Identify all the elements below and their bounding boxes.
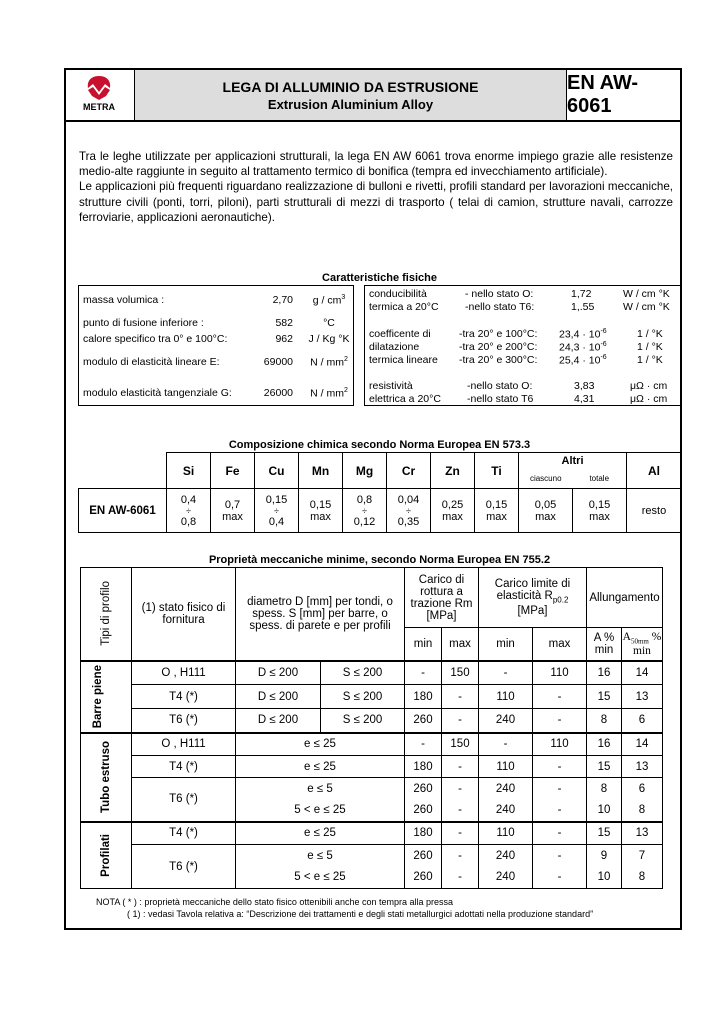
chem-totale: totale (573, 469, 627, 489)
cell-a: 16 (587, 733, 622, 756)
chem-top: 0,4 (180, 493, 197, 506)
cell-s: S ≤ 200 (321, 661, 405, 685)
table-row (81, 778, 663, 800)
chem-bot: max (222, 510, 243, 523)
unit-sup: 2 (343, 387, 348, 394)
cell-s: S ≤ 200 (321, 685, 405, 709)
cell-a: 10 (587, 800, 622, 822)
coef-num: 23,4 · 10 (559, 328, 601, 341)
cell-a50: 8 (622, 800, 663, 822)
cell-a50: 14 (622, 733, 663, 756)
chem-cell (255, 489, 299, 533)
cell-rm-min: 260 (405, 778, 442, 800)
chem-el-header: Si (167, 453, 211, 489)
phys-value: 962 (275, 333, 293, 345)
table-row (81, 661, 663, 685)
cell-rp-max: - (533, 709, 587, 733)
group-tubo (81, 733, 132, 822)
res-state: -nello stato T6 (467, 393, 534, 405)
unit-text: N / mm (310, 387, 344, 400)
rp-unit: [MPa] (517, 604, 548, 617)
rp-sub: p0.2 (552, 595, 569, 605)
cell-e: 5 < e ≤ 25 (236, 867, 405, 889)
coef-value (559, 341, 607, 354)
coef-unit: 1 / °K (637, 354, 663, 366)
rm-header: Carico di rottura a trazione Rm [MPa] (405, 568, 479, 628)
coef-label: termica lineare (369, 354, 438, 366)
cell-rm-max: 150 (442, 733, 479, 756)
table-row (81, 756, 663, 778)
phys-label: punto di fusione inferiore : (83, 317, 204, 329)
chem-bot: 0,12 (353, 515, 376, 528)
chem-cell (387, 489, 431, 533)
cond-unit: W / cm °K (623, 301, 670, 313)
cell-rp-min: 110 (479, 685, 533, 709)
cell-rm-min: 260 (405, 709, 442, 733)
alloy-code: EN AW- 6061 (567, 72, 639, 117)
doc-title: LEGA DI ALLUMINIO DA ESTRUSIONE (222, 78, 479, 95)
cond-label: termica a 20°C (369, 301, 439, 313)
chem-bot: max (589, 510, 610, 523)
cell-rm-min: 260 (405, 800, 442, 822)
cell-s: S ≤ 200 (321, 709, 405, 733)
cell-rp-max: - (533, 778, 587, 800)
cell-rp-min: 110 (479, 822, 533, 845)
chem-cell (167, 489, 211, 533)
group-label: Profilati (100, 833, 112, 877)
res-value: 3,83 (574, 380, 595, 392)
coef-label: coefficente di (369, 328, 431, 340)
physical-right-box (364, 285, 681, 406)
coef-exp: -6 (600, 354, 607, 361)
chem-el-header: Ti (475, 453, 519, 489)
chem-alloy-label: EN AW-6061 (79, 489, 167, 533)
cond-label: conducibilità (369, 288, 427, 300)
cell-rp-min: 110 (479, 756, 533, 778)
unit-sup: 3 (341, 294, 346, 301)
a-pct: A % (593, 631, 615, 644)
chem-el-header: Cu (255, 453, 299, 489)
cell-rp-max: 110 (533, 661, 587, 685)
mechanical-title: Proprietà meccaniche minime, secondo Norma Europea EN 755.2 (208, 554, 551, 566)
coef-value (559, 354, 607, 367)
res-state: -nello stato O: (467, 380, 533, 392)
cell-e: e ≤ 25 (236, 756, 405, 778)
chem-mid: ÷ (186, 505, 191, 516)
cond-state: -nello stato T6: (465, 301, 535, 313)
cell-a: 15 (587, 685, 622, 709)
a-min: min (594, 643, 614, 656)
diam-header: diametro D [mm] per tondi, o spess. S [mm] per barre, o spess. di parete e per profili (236, 568, 405, 661)
group-label: Tubo estruso (100, 741, 112, 813)
res-unit: μΩ · cm (630, 393, 668, 405)
coef-exp: -6 (600, 341, 607, 348)
cell-rm-min: 260 (405, 867, 442, 889)
cell-rp-max: - (533, 756, 587, 778)
coef-range: -tra 20° e 100°C: (459, 328, 538, 340)
cell-rm-min: - (405, 733, 442, 756)
cell-e: e ≤ 25 (236, 733, 405, 756)
physical-left-box (78, 285, 354, 406)
unit-text: N / mm (310, 356, 344, 369)
cell-stato: T4 (*) (132, 685, 236, 709)
phys-value: 69000 (263, 356, 293, 368)
cell-a: 8 (587, 778, 622, 800)
tipi-header-text: Tipi di profilo (100, 581, 112, 647)
cell-rp-max: - (533, 867, 587, 889)
cell-d: D ≤ 200 (236, 709, 321, 733)
cell-a: 15 (587, 756, 622, 778)
res-label: resistività (369, 380, 413, 392)
chem-bot: max (310, 510, 331, 523)
rp-min-header: min (479, 628, 533, 661)
cell-stato: O , H111 (132, 733, 236, 756)
cell-rp-min: 240 (479, 867, 533, 889)
cell-rp-min: 240 (479, 778, 533, 800)
mechanical-table (80, 567, 663, 889)
stato-header: (1) stato fisico di fornitura (132, 568, 236, 661)
cell-e: e ≤ 5 (236, 845, 405, 867)
chem-cell (299, 489, 343, 533)
chem-cell (573, 489, 627, 533)
cell-a50: 13 (622, 822, 663, 845)
phys-label: modulo elasticità tangenziale G: (83, 387, 232, 399)
chem-al-header: Al (627, 453, 682, 489)
cell-rp-min: 240 (479, 845, 533, 867)
cell-rm-max: - (442, 867, 479, 889)
metra-logo (66, 70, 135, 120)
chem-cell (343, 489, 387, 533)
coef-num: 25,4 · 10 (559, 354, 601, 367)
phys-unit (299, 356, 359, 369)
coef-num: 24,3 · 10 (559, 341, 601, 354)
rp-header (479, 568, 587, 628)
cell-rp-max: - (533, 822, 587, 845)
phys-unit (299, 387, 359, 400)
chem-ciascuno: ciascuno (519, 469, 573, 489)
cell-rp-min: - (479, 733, 533, 756)
table-row (81, 685, 663, 709)
chem-mid: ÷ (274, 505, 279, 516)
chem-bot: 0,4 (268, 515, 285, 528)
cell-rp-max: 110 (533, 733, 587, 756)
cell-stato: T4 (*) (132, 822, 236, 845)
cell-e: 5 < e ≤ 25 (236, 800, 405, 822)
a-header (587, 628, 622, 661)
cond-value: 1,.55 (571, 301, 595, 313)
table-row (81, 822, 663, 845)
chem-mid: ÷ (406, 505, 411, 516)
chem-corner (79, 453, 167, 489)
cell-e: e ≤ 5 (236, 778, 405, 800)
cell-a50: 14 (622, 661, 663, 685)
cell-rp-min: 240 (479, 709, 533, 733)
rm-min-header: min (405, 628, 442, 661)
cell-rm-max: 150 (442, 661, 479, 685)
intro-paragraph-2: Le applicazioni più frequenti riguardano realizzazione di bulloni e rivetti, profili standard per lavorazioni meccaniche, strutture civili (ponti, torri, piloni), parti strutturali di mezzi di trasporto ( telai di camion, strutture navali, carrozze ferroviarie, applicazioni aeronautiche). (79, 180, 673, 224)
chem-bot: 0,35 (397, 515, 420, 528)
phys-unit: J / Kg °K (308, 333, 350, 345)
cell-rm-max: - (442, 709, 479, 733)
cell-a50: 8 (622, 867, 663, 889)
phys-unit (299, 294, 359, 307)
phys-value: 582 (275, 317, 293, 329)
coef-unit: 1 / °K (637, 328, 663, 340)
intro-text (79, 149, 673, 225)
cell-stato: T6 (*) (132, 845, 236, 889)
chem-bot: 0,8 (180, 515, 197, 528)
res-unit: μΩ · cm (630, 380, 668, 392)
chem-cell (431, 489, 475, 533)
chem-cell: resto (627, 489, 682, 533)
coef-unit: 1 / °K (637, 341, 663, 353)
table-row (81, 845, 663, 867)
phys-label: massa volumica : (83, 294, 165, 306)
group-profilati (81, 822, 132, 889)
chemical-table (78, 452, 682, 533)
a50-header (622, 628, 663, 661)
cell-rp-min: 240 (479, 800, 533, 822)
cell-rm-min: 180 (405, 685, 442, 709)
chem-mid: 0,05 (534, 498, 557, 511)
cell-a50: 6 (622, 709, 663, 733)
tipi-header (81, 568, 132, 661)
chem-mid: 0,15 (485, 498, 508, 511)
cell-a: 15 (587, 822, 622, 845)
intro-paragraph-1: Tra le leghe utilizzate per applicazioni strutturali, la lega EN AW 6061 trova enorme impiego grazie alle resistenze medio-alte raggiunte in seguito al trattamento termico di bonifica (tempra ed invecchiamento artificiale). (79, 150, 673, 179)
chem-el-header: Zn (431, 453, 475, 489)
cell-rm-min: 180 (405, 756, 442, 778)
chem-mid: 0,15 (588, 498, 611, 511)
cell-stato: O , H111 (132, 661, 236, 685)
cell-rm-max: - (442, 778, 479, 800)
chem-bot: max (442, 510, 463, 523)
cell-a50: 7 (622, 845, 663, 867)
phys-unit: °C (323, 317, 335, 329)
phys-value: 26000 (263, 387, 293, 399)
chem-cell (211, 489, 255, 533)
cond-state: - nello stato O: (465, 288, 534, 300)
cell-rm-max: - (442, 685, 479, 709)
unit-text: g / cm (312, 294, 342, 307)
cell-e: e ≤ 25 (236, 822, 405, 845)
table-row (81, 709, 663, 733)
document-header (64, 68, 682, 122)
cell-rp-max: - (533, 800, 587, 822)
phys-value: 2,70 (272, 294, 293, 306)
cell-rm-max: - (442, 845, 479, 867)
cell-a: 16 (587, 661, 622, 685)
rm-max-header: max (442, 628, 479, 661)
a50-text: A (622, 630, 631, 643)
a50-sub: 50mm (630, 636, 649, 645)
title-box (135, 70, 567, 120)
chem-el-header: Mn (299, 453, 343, 489)
res-label: elettrica a 20°C (369, 393, 441, 405)
chem-mid: 0,25 (441, 498, 464, 511)
cell-a50: 13 (622, 756, 663, 778)
cell-rm-max: - (442, 822, 479, 845)
chem-cell (519, 489, 573, 533)
cell-d: D ≤ 200 (236, 661, 321, 685)
cond-value: 1,72 (571, 288, 592, 300)
cell-rp-min: - (479, 661, 533, 685)
note-1: NOTA ( * ) : proprietà meccaniche dello stato fisico ottenibili anche con tempra alla pressa (96, 897, 454, 907)
cell-a50: 13 (622, 685, 663, 709)
cell-rp-max: - (533, 685, 587, 709)
rp-max-header: max (533, 628, 587, 661)
chem-top: 0,8 (356, 493, 373, 506)
cond-unit: W / cm °K (623, 288, 670, 300)
cell-stato: T6 (*) (132, 778, 236, 822)
cell-rm-min: 180 (405, 822, 442, 845)
chem-el-header: Mg (343, 453, 387, 489)
cell-rm-min: - (405, 661, 442, 685)
chem-bot: max (486, 510, 507, 523)
chem-top: 0,04 (397, 493, 420, 506)
rp-text: Carico limite di elasticità R (494, 578, 571, 603)
chem-altri-header: Altri (519, 453, 627, 469)
phys-label: modulo di elasticità lineare E: (83, 356, 220, 368)
coef-exp: -6 (600, 328, 607, 335)
table-row (81, 733, 663, 756)
cell-d: D ≤ 200 (236, 685, 321, 709)
physical-title: Caratteristiche fisiche (322, 272, 437, 284)
chem-row (79, 489, 682, 533)
metra-logo-icon (66, 70, 132, 120)
cell-a50: 6 (622, 778, 663, 800)
cell-a: 10 (587, 867, 622, 889)
coef-label: dilatazione (369, 341, 420, 353)
coef-value (559, 328, 607, 341)
cell-rp-max: - (533, 845, 587, 867)
chem-el-header: Cr (387, 453, 431, 489)
chem-mid: ÷ (362, 505, 367, 516)
note-2: ( 1) : vedasi Tavola relativa a: “Descrizione dei trattamenti e degli stati metallurgici adottati nella produzione standard” (127, 909, 594, 919)
coef-range: -tra 20° e 300°C: (459, 354, 538, 366)
chemical-title: Composizione chimica secondo Norma Europea EN 573.3 (228, 439, 531, 451)
cell-stato: T4 (*) (132, 756, 236, 778)
chem-top: 0,15 (265, 493, 288, 506)
cell-rm-min: 260 (405, 845, 442, 867)
res-value: 4,31 (574, 393, 595, 405)
a50-min: min (633, 644, 651, 657)
a50-pct: % (651, 630, 662, 643)
coef-range: -tra 20° e 200°C: (459, 341, 538, 353)
chem-mid: 0,7 (224, 498, 241, 511)
chem-el-header: Fe (211, 453, 255, 489)
cell-rm-max: - (442, 800, 479, 822)
group-barre (81, 661, 132, 733)
chem-mid: 0,15 (309, 498, 332, 511)
cell-rm-max: - (442, 756, 479, 778)
phys-label: calore specifico tra 0° e 100°C: (83, 333, 228, 345)
doc-subtitle: Extrusion Aluminium Alloy (267, 96, 434, 112)
chem-bot: max (535, 510, 556, 523)
chem-cell (475, 489, 519, 533)
cell-stato: T6 (*) (132, 709, 236, 733)
group-label: Barre piene (92, 664, 104, 729)
cell-a: 9 (587, 845, 622, 867)
all-header: Allungamento (587, 568, 663, 628)
brand-name: METRA (83, 102, 115, 112)
cell-a: 8 (587, 709, 622, 733)
unit-sup: 2 (343, 356, 348, 363)
